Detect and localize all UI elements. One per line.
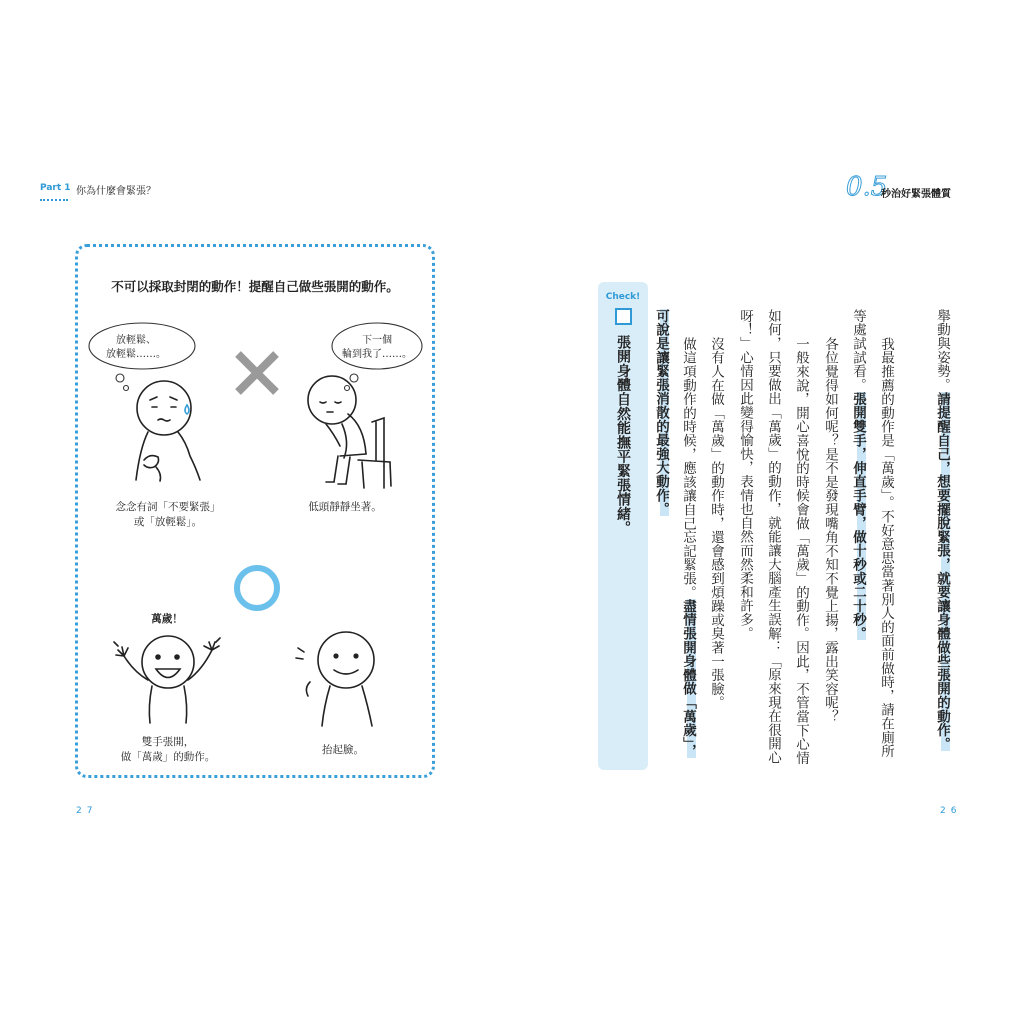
cross-mark-icon bbox=[234, 350, 280, 396]
caption-good-1 bbox=[98, 735, 238, 765]
caption-bad-2 bbox=[290, 500, 400, 515]
body-text-emphasis: 張開雙手，伸直手臂，做十秒或二十秒。 bbox=[850, 391, 866, 641]
caption-line: 或「放輕鬆」。 bbox=[133, 516, 203, 528]
part-label: Part 1 bbox=[40, 183, 71, 193]
body-text: 各位覺得如何呢？是不是發現嘴角不知不覺上揚，露出笑容呢？ bbox=[822, 337, 838, 724]
caption-good-2 bbox=[300, 743, 386, 758]
caption-line: 念念有詞「不要緊張」 bbox=[115, 501, 221, 513]
body-column bbox=[851, 309, 865, 640]
thought-bubble-right-text bbox=[332, 334, 422, 362]
body-text: 如何，只要做出「萬歲」的動作，就能讓大腦產生誤解：「原來現在很開心 bbox=[765, 309, 781, 765]
body-column bbox=[879, 337, 893, 758]
page-number-right: 26 bbox=[940, 806, 962, 816]
body-text: 舉動與姿勢。 bbox=[934, 309, 950, 392]
thought-line: 輪到我了……。 bbox=[342, 349, 412, 360]
seated-figure-illustration bbox=[298, 370, 394, 490]
page-number-left: 27 bbox=[76, 806, 98, 816]
caption-bad-1 bbox=[98, 500, 238, 530]
thought-bubble-left-text bbox=[86, 334, 186, 362]
body-text: 我最推薦的動作是「萬歲」。不好意思當著別人的面前做時，請在廁所 bbox=[878, 337, 894, 759]
banzai-exclamation: 萬歲！ bbox=[151, 613, 183, 625]
thought-line: 放輕鬆、 bbox=[116, 335, 156, 346]
smiling-figure-illustration bbox=[292, 626, 380, 728]
caption-line: 雙手張開， bbox=[141, 736, 195, 748]
body-column bbox=[766, 309, 780, 764]
body-column bbox=[823, 337, 837, 723]
book-title: 秒治好緊張體質 bbox=[881, 189, 951, 200]
caption-line: 抬起臉。 bbox=[322, 744, 364, 756]
body-column bbox=[794, 337, 808, 765]
body-text: 一般來說，開心喜悅的時候會做「萬歲」的動作。因此，不管當下心情 bbox=[793, 337, 809, 765]
body-column bbox=[738, 309, 752, 640]
thought-line: 下一個 bbox=[362, 335, 392, 346]
thought-line: 放輕鬆……。 bbox=[106, 349, 166, 360]
anxious-figure-illustration bbox=[126, 376, 210, 484]
body-column bbox=[935, 309, 949, 751]
body-text: 呀！」心情因此變得愉快，表情也自然而然柔和許多。 bbox=[737, 309, 753, 641]
body-text-emphasis: 請提醒自己，想要擺脫緊張，就要讓身體做些張開的動作。 bbox=[934, 391, 950, 751]
body-text: 做這項動作的時候，應該讓自己忘記緊張。 bbox=[680, 337, 696, 600]
body-text-emphasis: 盡情張開身體做「萬歲」， bbox=[680, 599, 696, 759]
body-column bbox=[654, 309, 668, 516]
cheering-figure-illustration bbox=[112, 628, 224, 724]
part-label-dotted-rule bbox=[40, 199, 68, 201]
circle-mark-icon bbox=[233, 564, 281, 612]
check-text: 張開身體自然能撫平緊張情緒。 bbox=[615, 335, 631, 536]
book-title-number: 0.5 bbox=[846, 172, 888, 202]
body-text: 等處試試看。 bbox=[850, 309, 866, 392]
panel-title: 不可以採取封閉的動作！提醒自己做些張開的動作。 bbox=[111, 279, 399, 294]
body-text-emphasis: 可說是讓緊張消散的最強大動作。 bbox=[653, 309, 669, 516]
body-text: 沒有人在做「萬歲」的動作時，還會感到煩躁或臭著一張臉。 bbox=[708, 337, 724, 710]
body-column bbox=[681, 337, 695, 758]
body-column bbox=[709, 337, 723, 710]
check-label: Check! bbox=[605, 292, 641, 302]
checkbox-icon bbox=[615, 308, 632, 325]
chapter-title: 你為什麼會緊張？ bbox=[76, 186, 156, 197]
caption-line: 做「萬歲」的動作。 bbox=[120, 751, 216, 763]
caption-line: 低頭靜靜坐著。 bbox=[308, 501, 382, 513]
